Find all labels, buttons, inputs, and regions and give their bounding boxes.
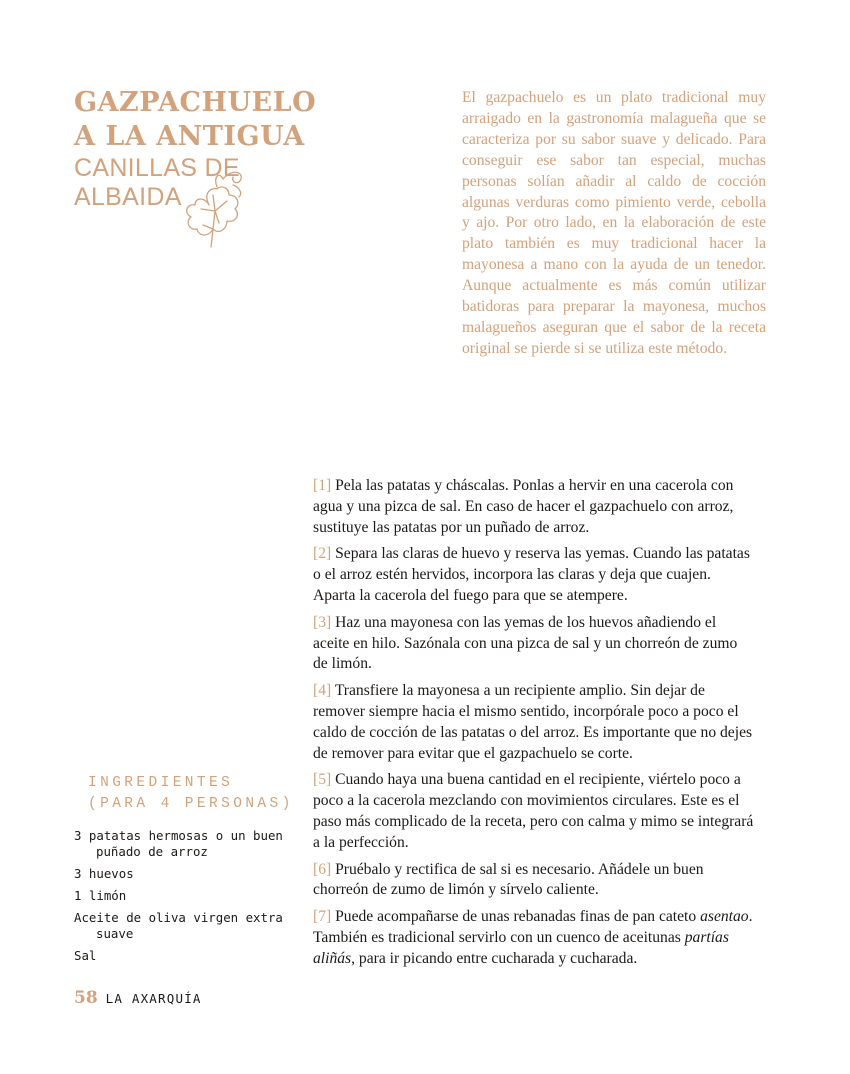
title-line-2: A LA ANTIGUA [74,121,305,152]
step-text: , para ir picando entre cucharada y cucharada. [351,949,638,967]
step-text: Separa las claras de huevo y reserva las yemas. Cuando las patatas o el arroz estén hervidos, incorpora las claras y deja que cuajen. Aparta la cacerola del fuego para que se atempere. [313,545,750,604]
step-2 [313,544,755,606]
step-text: Puede acompañarse de unas rebanadas finas de pan cateto [335,908,701,926]
ingredients-servings: (PARA 4 PERSONAS) [88,796,294,812]
ingredients-list [74,828,304,970]
step-text: Cuando haya una buena cantidad en el recipiente, viértelo poco a poco a la cacerola mezclando con movimientos circulares. Este es el paso más complicado de la receta, pero con calma y mimo se integrará a la perfección. [313,771,754,851]
step-number: [1] [313,477,332,494]
step-6 [313,860,755,902]
step-number: [7] [313,908,332,926]
ingredient-item: 3 patatas hermosas o un buen puñado de arroz [74,828,283,859]
step-text: Haz una mayonesa con las yemas de los huevos añadiendo el aceite en hilo. Sazónala con una pizca de sal y un chorreón de zumo de limón. [313,613,738,673]
ingredient-item: 1 limón [74,888,127,903]
step-number: [2] [313,545,332,563]
step-text-italic: asentao [700,908,749,926]
step-number: [5] [313,771,332,789]
step-number: [4] [313,682,332,700]
ingredient-item: 3 huevos [74,866,134,881]
step-text: . También es tradicional servirlo con un cuenco de aceitunas [313,908,753,946]
step-number: [6] [313,860,332,878]
page-number: 58 [74,988,98,1008]
step-5 [313,770,755,853]
ingredient-item: Aceite de oliva virgen extra suave [74,910,283,941]
vine-leaf-icon [173,165,253,253]
ingredients-heading [88,773,294,815]
magazine-name: LA AXARQUÍA [105,991,202,1006]
step-text-italic: partías aliñás [313,928,729,967]
step-text: Transfiere la mayonesa a un recipiente amplio. Sin dejar de remover siempre hacia el mismo sentido, incorpórale poco a poco el caldo de cocción de las patatas o del arroz. Es importante que no dejes de remover para evitar que el gazpachuelo se corte. [313,682,753,762]
step-number: [3] [313,613,332,631]
step-7 [313,907,755,969]
title-line-1: GAZPACHUELO [74,87,317,118]
recipe-steps [313,476,755,976]
subtitle-line-2: ALBAIDA [74,183,182,211]
intro-paragraph: El gazpachuelo es un plato tradicional muy arraigado en la gastronomía malagueña que se caracteriza por su sabor suave y delicado. Para conseguir ese sabor tan especial, muchas personas solían añadir al caldo de cocción algunas verduras como pimiento verde, cebolla y ajo. Por otro lado, en la elaboración de este plato también es muy tradicional hacer la mayonesa a mano con la ayuda de un tenedor. Aunque actualmente es más común utilizar batidoras para preparar la mayonesa, muchos malagueños aseguran que el sabor de la receta original se pierde si se utiliza este método. [462,89,766,357]
ingredients-title: INGREDIENTES [88,775,234,791]
page-footer [74,988,202,1008]
step-text: Pela las patatas y cháscalas. Ponlas a hervir en una cacerola con agua y una pizca de sal. En caso de hacer el gazpachuelo con arroz, sustituye las patatas por un puñado de arroz. [313,477,734,536]
subtitle-line-1: CANILLAS DE [74,154,240,182]
step-4 [313,681,755,764]
step-3 [313,613,755,675]
ingredient-item: Sal [74,948,97,963]
step-text: Pruébalo y rectifica de sal si es necesario. Añádele un buen chorreón de zumo de limón y sírvelo caliente. [313,860,704,899]
step-1 [313,476,755,538]
